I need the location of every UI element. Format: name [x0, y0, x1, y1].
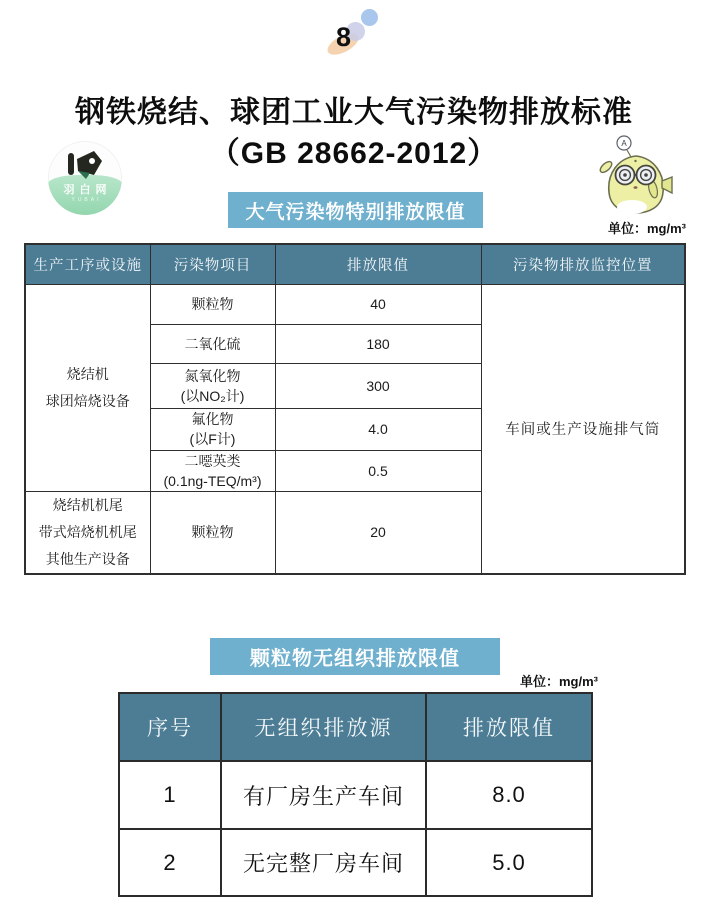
bubble-stem — [627, 150, 631, 157]
table1-row-1 — [25, 284, 685, 324]
table1-header-limit: 排放限值 — [275, 244, 481, 284]
process-group-2-line1: 烧结机机尾 — [52, 496, 123, 513]
limit-cell: 8.0 — [426, 761, 592, 829]
limit-cell: 5.0 — [426, 829, 592, 896]
process-group-1-cell — [25, 284, 150, 491]
page-number: 8 — [336, 22, 352, 52]
unit-label-1: 单位：mg/m³ — [607, 221, 686, 236]
limit-cell: 40 — [275, 284, 481, 324]
glasses-right-center — [644, 173, 648, 177]
table1-header-process: 生产工序或设施 — [25, 244, 150, 284]
thought-bubble-letter: A — [621, 139, 627, 148]
pollutant-cell — [150, 491, 275, 574]
process-group-2-cell — [25, 491, 150, 574]
row-number-cell: 1 — [119, 761, 221, 829]
process-group-2-line3: 其他生产设备 — [45, 550, 130, 567]
pollutant-note: (0.1ng-TEQ/m³) — [163, 472, 262, 489]
pollutant-cell — [150, 450, 275, 491]
pollutant-note: (以NO₂计) — [180, 387, 245, 404]
limit-cell: 0.5 — [275, 450, 481, 491]
fugitive-emission-limits-table — [118, 692, 593, 897]
pollutant-name: 二氧化硫 — [184, 335, 241, 352]
pollutant-cell — [150, 408, 275, 450]
table1-header-monitor: 污染物排放监控位置 — [481, 244, 685, 284]
yubai-logo — [48, 141, 122, 215]
pollutant-note: (以F计) — [189, 431, 236, 447]
logo-bird-icon — [64, 149, 106, 181]
limit-cell: 20 — [275, 491, 481, 574]
blue-circle-decoration — [361, 9, 378, 26]
pollutant-name: 氮氧化物 — [184, 367, 241, 384]
logo-name-text: 羽白网 — [63, 184, 112, 196]
row-number-cell: 2 — [119, 829, 221, 896]
page-title-line1: 钢铁烧结、球团工业大气污染物排放标准 — [75, 96, 633, 129]
glasses-left-center — [623, 173, 627, 177]
source-cell: 无完整厂房车间 — [221, 829, 426, 896]
fish-mouth — [634, 186, 638, 189]
table1-header-row — [25, 244, 685, 284]
pollutant-name: 颗粒物 — [191, 296, 234, 312]
table2-header-source: 无组织排放源 — [221, 693, 426, 761]
table2-row-2 — [119, 829, 592, 896]
limit-cell: 4.0 — [275, 408, 481, 450]
fish-mascot-illustration — [598, 134, 674, 216]
process-group-2-line2: 带式焙烧机机尾 — [38, 523, 137, 540]
page-title-line2: （GB 28662-2012） — [209, 137, 499, 170]
process-group-1-line2: 球团焙烧设备 — [45, 392, 130, 409]
pollutant-cell — [150, 284, 275, 324]
special-emission-limits-table — [24, 243, 686, 575]
section2-banner: 颗粒物无组织排放限值 — [210, 638, 500, 675]
section1-banner: 大气污染物特别排放限值 — [228, 192, 483, 228]
unit-label-2: 单位：mg/m³ — [519, 674, 598, 689]
table2-header-limit: 排放限值 — [426, 693, 592, 761]
head-dot — [634, 160, 636, 162]
limit-cell: 180 — [275, 324, 481, 363]
page-number-decoration — [320, 5, 390, 60]
monitor-position-cell: 车间或生产设施排气筒 — [481, 284, 685, 574]
fish-waving-fin — [598, 160, 613, 175]
logo-sub-text: YUBAI — [71, 197, 102, 203]
pollutant-cell — [150, 363, 275, 408]
process-group-1-line1: 烧结机 — [66, 365, 109, 382]
source-cell: 有厂房生产车间 — [221, 761, 426, 829]
pollutant-cell — [150, 324, 275, 363]
table1-header-pollutant: 污染物项目 — [150, 244, 275, 284]
pollutant-name: 氟化物 — [191, 411, 234, 427]
limit-cell: 300 — [275, 363, 481, 408]
pollutant-name: 二噁英类 — [184, 452, 241, 469]
table2-header-no: 序号 — [119, 693, 221, 761]
pollutant-name: 颗粒物 — [191, 524, 234, 540]
table2-header-row — [119, 693, 592, 761]
fish-belly — [617, 200, 647, 214]
table2-row-1 — [119, 761, 592, 829]
